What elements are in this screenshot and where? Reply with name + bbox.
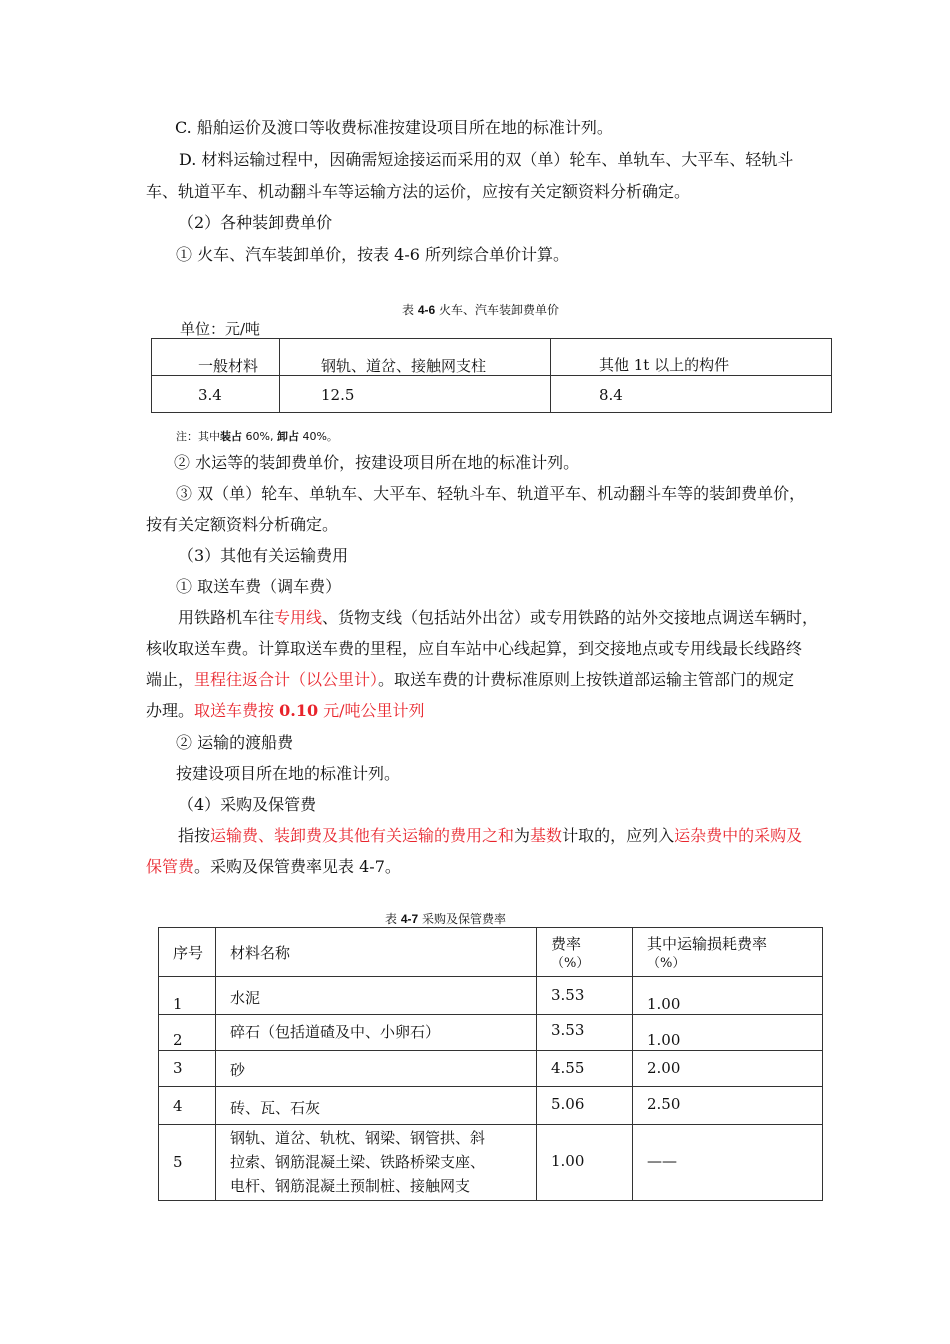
section-3-item-2-text: 按建设项目所在地的标准计列。 <box>176 764 401 783</box>
table-4-6-note: 注：其中装占 60%, 卸占 40%。 <box>176 430 338 443</box>
section-2-item-3-line1: ③ 双（单）轮车、单轨车、大平车、轻轨斗车、轨道平车、机动翻斗车等的装卸费单价， <box>176 484 806 503</box>
row-loss: —— <box>647 1152 677 1170</box>
paragraph-shuttle-3: 端止，里程往返合计（以公里计）。取送车费的计费标准原则上按铁道部运输主管部门的规定 <box>146 670 795 689</box>
paragraph-c: C. 船舶运价及渡口等收费标准按建设项目所在地的标准计列。 <box>175 118 613 137</box>
row-loss: 1.00 <box>647 995 681 1013</box>
section-2-item-3-line2: 按有关定额资料分析确定。 <box>146 515 339 534</box>
table-4-6-unit: 单位：元/吨 <box>180 320 261 338</box>
table-4-7-caption: 表 4-7 采购及保管费率 <box>385 912 506 926</box>
row-name: 砖、瓦、石灰 <box>230 1099 321 1117</box>
paragraph-d-line1: D. 材料运输过程中，因确需短途接运而采用的双（单）轮车、单轨车、大平车、轻轨斗 <box>179 150 794 169</box>
row-no: 2 <box>173 1031 183 1049</box>
row-loss: 1.00 <box>647 1031 681 1049</box>
table-4-7-header-loss-unit: （%） <box>647 956 686 971</box>
row-loss: 2.00 <box>647 1059 681 1077</box>
row-loss: 2.50 <box>647 1095 681 1113</box>
row-rate: 4.55 <box>551 1059 585 1077</box>
row-name: 碎石（包括道碴及中、小卵石） <box>230 1023 441 1041</box>
row-rate: 3.53 <box>551 1021 585 1039</box>
section-4-title: （4）采购及保管费 <box>178 795 317 814</box>
section-2-item-1: ① 火车、汽车装卸单价，按表 4-6 所列综合单价计算。 <box>176 245 570 264</box>
table-4-7-header-rate: 费率 <box>551 935 582 953</box>
paragraph-shuttle-4: 办理。取送车费按 0.10 元/吨公里计列 <box>146 701 425 720</box>
section-3-item-2: ② 运输的渡船费 <box>176 733 294 752</box>
table-4-6-header-1: 一般材料 <box>198 357 259 375</box>
table-4-6-header-3: 其他 1t 以上的构件 <box>599 356 730 374</box>
table-4-7-header-rate-unit: （%） <box>551 956 590 971</box>
table-4-6-value-1: 3.4 <box>198 386 222 404</box>
row-name-line2: 拉索、钢筋混凝土梁、铁路桥梁支座、 <box>230 1153 486 1171</box>
paragraph-procurement-1: 指按运输费、装卸费及其他有关运输的费用之和为基数计取的，应列入运杂费中的采购及 <box>178 826 803 845</box>
section-3-item-1: ① 取送车费（调车费） <box>176 577 342 596</box>
table-4-6 <box>151 338 832 413</box>
table-row <box>159 977 823 1015</box>
row-no: 4 <box>173 1097 183 1115</box>
table-row <box>159 1125 823 1201</box>
table-4-6-value-3: 8.4 <box>599 386 623 404</box>
row-name-line3: 电杆、钢筋混凝土预制桩、接触网支 <box>230 1177 471 1195</box>
paragraph-d-line2: 车、轨道平车、机动翻斗车等运输方法的运价，应按有关定额资料分析确定。 <box>146 182 691 201</box>
table-4-7-header-name: 材料名称 <box>230 944 291 962</box>
table-4-7-header-loss: 其中运输损耗费率 <box>647 935 768 953</box>
table-4-7 <box>158 927 823 1201</box>
section-2-title: （2）各种装卸费单价 <box>178 213 333 232</box>
row-name: 水泥 <box>230 989 261 1007</box>
section-3-title: （3）其他有关运输费用 <box>178 546 349 565</box>
table-row <box>159 1015 823 1051</box>
table-row <box>159 1087 823 1125</box>
row-rate: 5.06 <box>551 1095 585 1113</box>
row-no: 3 <box>173 1059 183 1077</box>
table-row <box>159 1051 823 1087</box>
table-4-6-value-2: 12.5 <box>321 386 355 404</box>
section-2-item-2: ② 水运等的装卸费单价，按建设项目所在地的标准计列。 <box>174 453 580 472</box>
paragraph-shuttle-2: 核收取送车费。计算取送车费的里程，应自车站中心线起算，到交接地点或专用线最长线路终 <box>146 639 803 658</box>
row-name-line1: 钢轨、道岔、轨枕、钢梁、钢管拱、斜 <box>230 1129 486 1147</box>
table-4-6-caption: 表 4-6 火车、汽车装卸费单价 <box>402 303 559 317</box>
paragraph-shuttle-1: 用铁路机车往专用线、货物支线（包括站外出岔）或专用铁路的站外交接地点调送车辆时， <box>178 608 819 627</box>
paragraph-procurement-2: 保管费。采购及保管费率见表 4-7。 <box>146 857 401 876</box>
row-no: 5 <box>173 1153 183 1171</box>
row-name: 砂 <box>230 1061 246 1079</box>
row-no: 1 <box>173 995 183 1013</box>
row-rate: 1.00 <box>551 1152 585 1170</box>
table-4-7-header-no: 序号 <box>173 944 204 962</box>
row-rate: 3.53 <box>551 986 585 1004</box>
table-4-6-header-2: 钢轨、道岔、接触网支柱 <box>321 357 487 375</box>
